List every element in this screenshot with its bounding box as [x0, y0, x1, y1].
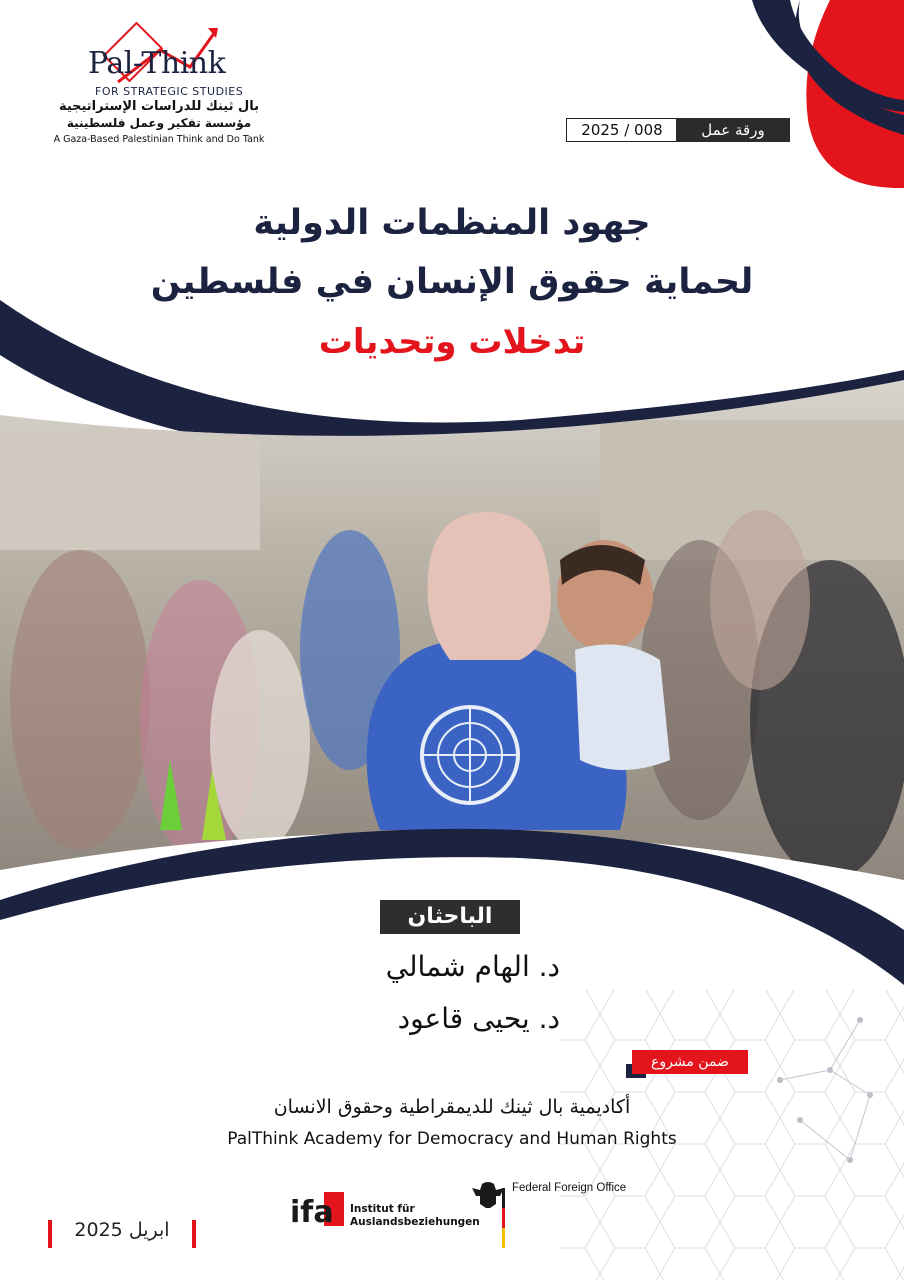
academy-name-arabic: أكاديمية بال ثينك للديمقراطية وحقوق الانسان: [273, 1096, 631, 1118]
german-eagle-icon: [468, 1180, 508, 1252]
ifa-mark: ifa: [290, 1195, 334, 1230]
project-tag: ضمن مشروع: [632, 1050, 748, 1074]
federal-foreign-office-label: Federal Foreign Office: [512, 1182, 627, 1194]
logo-subtitle: FOR STRATEGIC STUDIES: [95, 85, 244, 98]
logo-arabic-name: بال ثينك للدراسات الإستراتيجية: [58, 99, 260, 114]
researchers-label: الباحثان: [380, 900, 520, 934]
ifa-logo-icon: [288, 1188, 346, 1230]
ifa-name-line-1: Institut für: [350, 1203, 415, 1215]
title-line-2: لحماية حقوق الإنسان في فلسطين: [150, 262, 754, 302]
publication-date: ابريل 2025: [74, 1219, 170, 1241]
author-name: د. يحيى قاعود: [397, 1002, 560, 1035]
logo-english-tagline: A Gaza-Based Palestinian Think and Do Tank: [53, 134, 265, 145]
title-line-3: تدخلات وتحديات: [318, 322, 586, 362]
ifa-name-line-2: Auslandsbeziehungen: [350, 1216, 480, 1228]
title-line-1: جهود المنظمات الدولية: [253, 203, 651, 243]
author-name: د. الهام شمالي: [385, 950, 560, 983]
paper-label: ورقة عمل: [676, 118, 790, 142]
logo-name: Pal-Think: [88, 46, 226, 81]
date-bar-right: [192, 1220, 196, 1248]
logo-arabic-tagline: مؤسسة تفكير وعمل فلسطينية: [66, 116, 252, 130]
paper-number: 2025 / 008: [566, 118, 678, 142]
academy-name-english: PalThink Academy for Democracy and Human Rights: [227, 1129, 677, 1149]
